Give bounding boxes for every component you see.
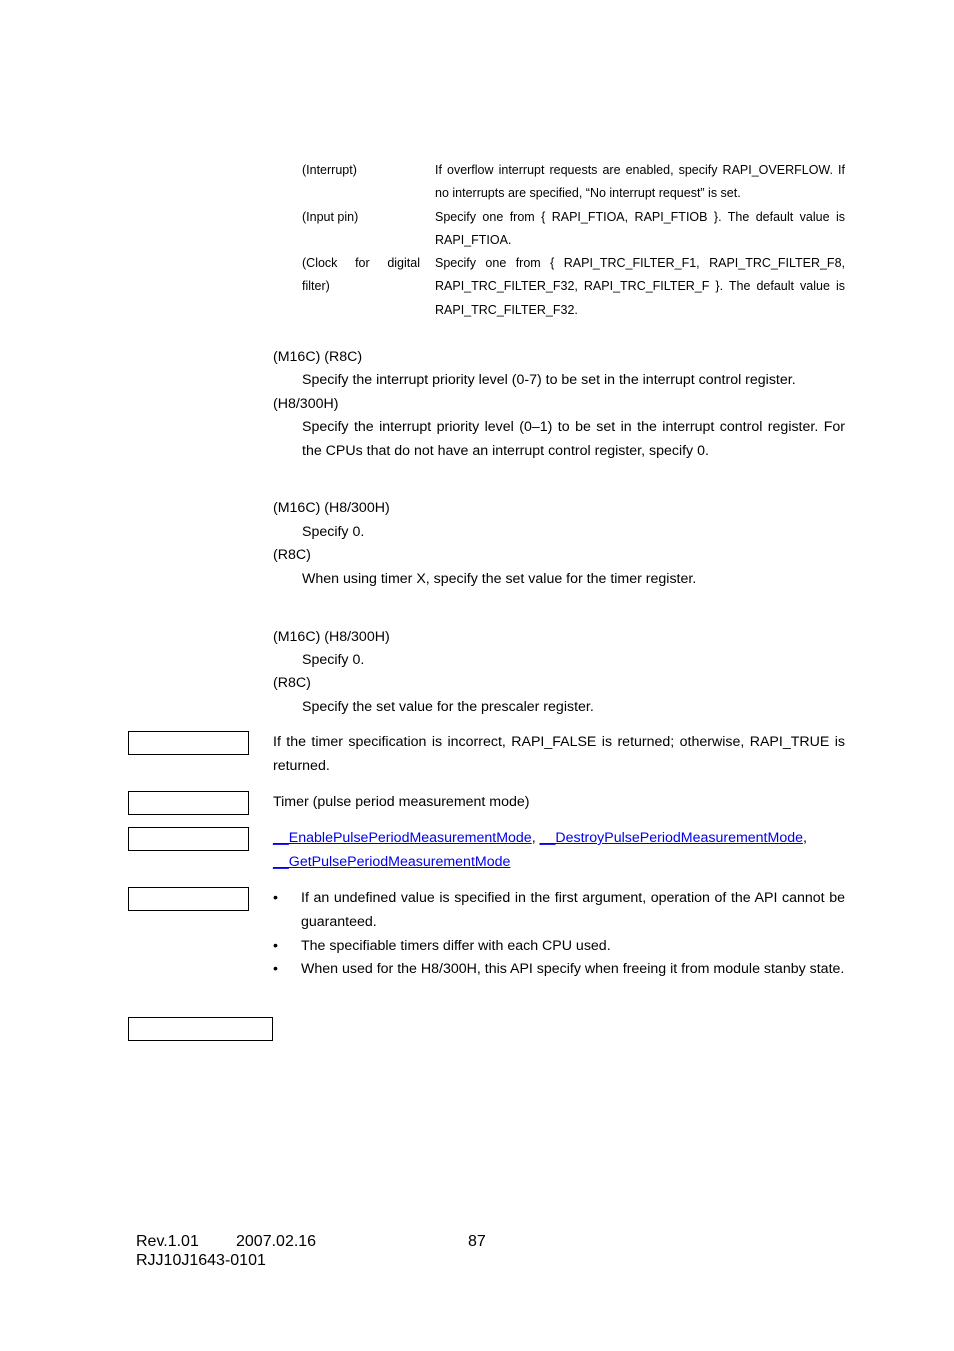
priority-m16c-r8c-text: Specify the interrupt priority level (0‑7) to be set in the interrupt control register.: [302, 372, 796, 388]
functionality-text: Timer (pulse period measurement mode): [273, 794, 530, 810]
timer-value-text-1: Specify 0.: [302, 524, 365, 540]
page-number: 87: [468, 1233, 486, 1250]
param-label-digital-filter-clock: (Clock for digital filter): [302, 256, 420, 294]
notes-heading-box: [128, 887, 249, 911]
footer-revision: Rev.1.01: [136, 1233, 199, 1250]
return-value-heading-box: [128, 731, 249, 755]
priority-h8-label: (H8/300H): [273, 396, 339, 412]
priority-m16c-r8c-label: (M16C) (R8C): [273, 349, 363, 365]
footer-document-id: RJJ10J1643-0101: [136, 1252, 266, 1269]
link-enable-pulse-period-measurement-mode[interactable]: __EnablePulsePeriodMeasurementMode: [273, 830, 532, 846]
prescaler-value-text-2: Specify the set value for the prescaler register.: [302, 699, 594, 715]
link-separator: ,: [531, 830, 536, 846]
param-label-input-pin: (Input pin): [302, 210, 359, 224]
functionality-heading-box: [128, 791, 249, 815]
param-desc-digital-filter-clock: Specify one from { RAPI_TRC_FILTER_F1, RAPI_TRC_FILTER_F8, RAPI_TRC_FILTER_F32, RAPI_TRC_FILTER_F }. The default value is RAPI_TRC_FILTER_F32.: [435, 256, 845, 317]
param-desc-input-pin: Specify one from { RAPI_FTIOA, RAPI_FTIOB }. The default value is RAPI_FTIOA.: [435, 210, 845, 248]
related-functions-list: [273, 827, 845, 874]
link-get-pulse-period-measurement-mode[interactable]: __GetPulsePeriodMeasurementMode: [273, 853, 511, 870]
note-item: [273, 887, 845, 934]
example-heading-box: [128, 1017, 273, 1041]
note-item-text: If an undefined value is specified in the first argument, operation of the API cannot be guaranteed.: [301, 890, 845, 930]
note-item: [273, 958, 845, 982]
timer-value-label-1: (M16C) (H8/300H): [273, 500, 390, 516]
bullet-icon: •: [273, 890, 278, 906]
note-item-text: The specifiable timers differ with each CPU used.: [301, 938, 611, 954]
note-item: [273, 935, 845, 959]
param-label-interrupt: (Interrupt): [302, 163, 357, 177]
timer-value-label-2: (R8C): [273, 547, 311, 563]
bullet-icon: •: [273, 938, 278, 954]
prescaler-value-label-2: (R8C): [273, 675, 311, 691]
link-separator: ,: [802, 830, 807, 846]
prescaler-value-text-1: Specify 0.: [302, 652, 365, 668]
prescaler-value-label-1: (M16C) (H8/300H): [273, 629, 390, 645]
note-item-text: When used for the H8/300H, this API specify when freeing it from module stanby state.: [301, 961, 845, 977]
footer-date: 2007.02.16: [236, 1233, 317, 1250]
timer-value-text-2: When using timer X, specify the set value for the timer register.: [302, 571, 697, 587]
param-desc-interrupt: If overflow interrupt requests are enabled, specify RAPI_OVERFLOW. If no interrupts are specified, “No interrupt request” is set.: [435, 163, 845, 201]
priority-h8-text: Specify the interrupt priority level (0–1) to be set in the interrupt control register. For the CPUs that do not have an interrupt control register, specify 0.: [302, 419, 845, 459]
return-value-text: If the timer specification is incorrect, RAPI_FALSE is returned; otherwise, RAPI_TRUE is returned.: [273, 734, 845, 774]
related-functions-heading-box: [128, 827, 249, 851]
link-destroy-pulse-period-measurement-mode[interactable]: __DestroyPulsePeriodMeasurementMode: [539, 830, 803, 846]
bullet-icon: •: [273, 961, 278, 977]
